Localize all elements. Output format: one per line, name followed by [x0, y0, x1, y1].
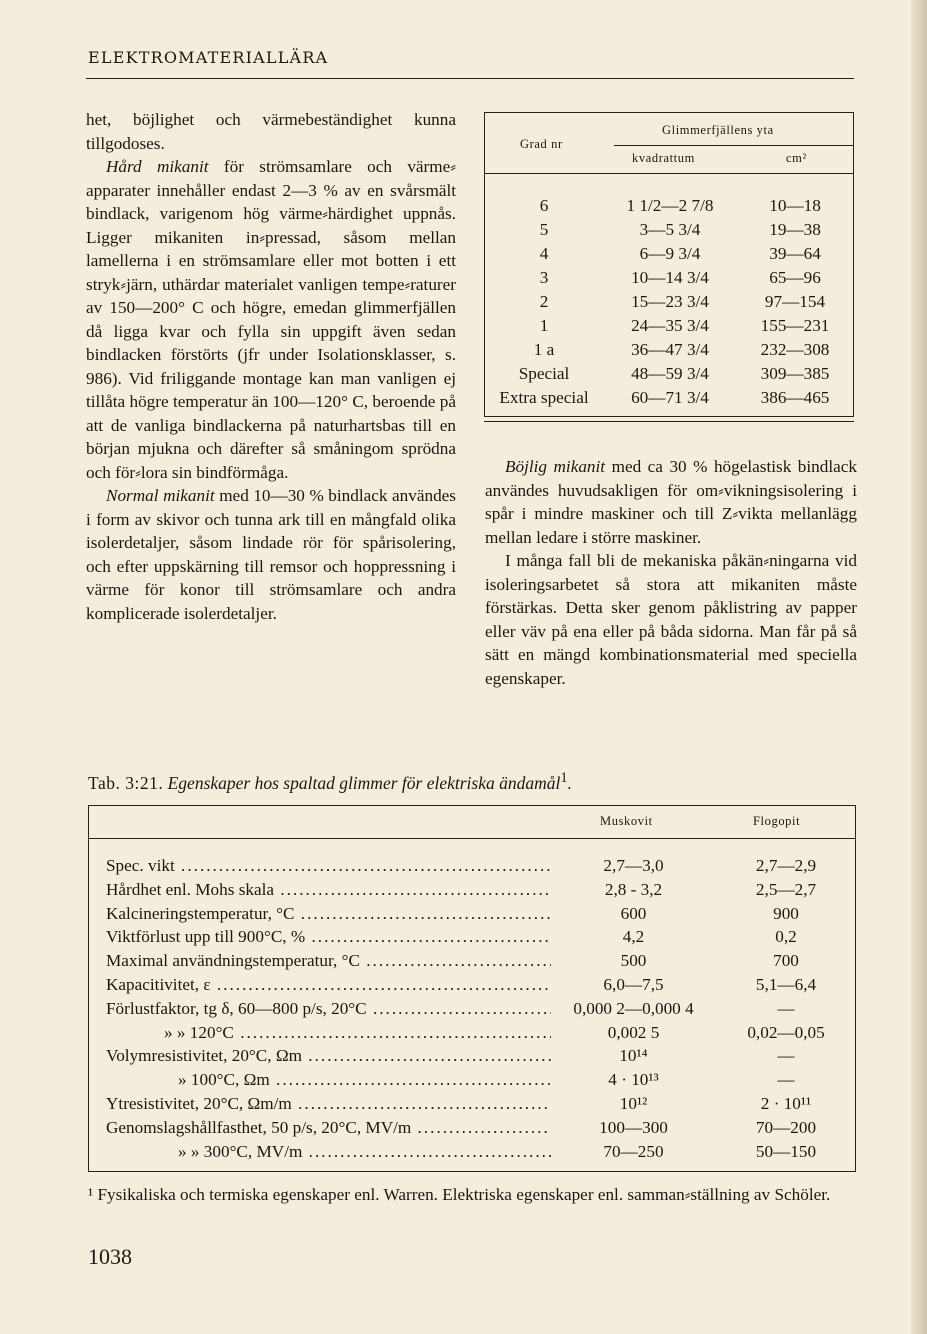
grade-row [484, 194, 854, 218]
flogopit-value: — [777, 998, 795, 1018]
grade-cell: 6 [539, 196, 549, 215]
sqin-col-header: kvadrattum [632, 151, 695, 165]
cm-cell: 65—96 [769, 268, 821, 287]
cm-cell: 155—231 [760, 316, 830, 335]
term-hard-mikanit: Hård mikanit [106, 157, 209, 176]
cm-cell: 386—465 [760, 388, 830, 407]
sqin-cell: 6—9 3/4 [639, 244, 701, 263]
property-row [88, 1070, 856, 1094]
grade-row [484, 266, 854, 290]
sqin-cell: 10—14 3/4 [631, 268, 709, 287]
property-row [88, 927, 856, 951]
muskovit-value: 500 [620, 951, 647, 971]
property-name: Kalcineringstemperatur, °C ..... [106, 904, 551, 924]
muskovit-value: 6,0—7,5 [603, 974, 664, 994]
property-name: Maximal användningstemperatur, °C ..... [106, 951, 551, 971]
cm-cell: 19—38 [769, 220, 821, 239]
flogopit-value: 2,5—2,7 [755, 879, 817, 899]
cm-cell: 97—154 [764, 292, 826, 311]
grade-row [484, 314, 854, 338]
grade-cell: 5 [539, 220, 549, 239]
properties-rows [88, 856, 856, 1165]
grade-table-header [484, 113, 854, 174]
property-name: Genomslagshållfasthet, 50 p/s, 20°C, MV/m ..... [106, 1118, 551, 1138]
property-name: Viktförlust upp till 900°C, % ..... [106, 927, 551, 947]
flogopit-value: — [777, 1070, 795, 1090]
sqin-cell: 36—47 3/4 [631, 340, 709, 359]
grade-cell: 2 [539, 292, 549, 311]
cm-cell: 232—308 [760, 340, 830, 359]
flogopit-value: 2,7—2,9 [755, 856, 817, 875]
muskovit-value: 10¹² [619, 1093, 648, 1113]
flogopit-value: 700 [773, 951, 799, 971]
running-head: ELEKTROMATERIALLÄRA [88, 48, 329, 67]
muskovit-value: 4,2 [622, 927, 645, 947]
flogopit-value: 50—150 [755, 1141, 817, 1161]
cm-col-header: cm² [786, 151, 807, 165]
grade-table [484, 112, 854, 417]
grade-cell: 1 [539, 316, 549, 335]
property-row [88, 999, 856, 1023]
property-name: Volymresistivitet, 20°C, Ωm ..... [106, 1046, 551, 1066]
page-number: 1038 [88, 1244, 132, 1269]
grade-col-header: Grad nr [520, 137, 563, 151]
grade-row [484, 362, 854, 386]
right-paragraph-2: I många fall bli de mekaniska påkän⸗ningarna vid isoleringsarbetet så stora att mikaniten måste förstärkas. Detta sker genom påklistring av papper eller väv på ena eller på båda sidorna. Man får på så sätt en mängd kombinationsmaterial med speciella egenskaper. [485, 551, 857, 688]
footnote: ¹ Fysikaliska och termiska egenskaper enl. Warren. Elektriska egenskaper enl. samman⸗ställning av Schöler. [88, 1185, 831, 1204]
muskovit-value: 0,002 5 [607, 1022, 660, 1042]
flogopit-value: 70—200 [755, 1117, 817, 1137]
grade-table-body [484, 174, 854, 416]
grade-table-bottom-rule [484, 421, 854, 422]
property-row [88, 975, 856, 999]
muskovit-value: 100—300 [599, 1117, 668, 1137]
term-bojlig-mikanit: Böjlig mikanit [505, 457, 606, 476]
grade-row [484, 218, 854, 242]
muskovit-value: 70—250 [603, 1141, 664, 1161]
muskovit-value: 4 · 10¹³ [608, 1070, 659, 1090]
right-paragraph-1 [485, 455, 857, 549]
muskovit-value: 10¹⁴ [619, 1046, 648, 1066]
muskovit-value: 0,000 2—0,000 4 [573, 998, 694, 1018]
flogopit-value: — [777, 1046, 795, 1066]
muskovit-value: 2,8 - 3,2 [604, 879, 663, 899]
muskovit-value: 2,7—3,0 [603, 856, 664, 875]
property-row [88, 1142, 856, 1166]
caption-end: . [567, 772, 573, 793]
property-name: Hårdhet enl. Mohs skala ..... [106, 880, 551, 900]
area-col-header: Glimmerfjällens yta [662, 123, 774, 137]
property-name: » » 300°C, MV/m ..... [178, 1142, 551, 1162]
right-paragraph-1-text: med ca 30 % högelastisk bindlack användes huvudsakligen för om⸗vikningsisolering i spår i mindre maskiner och till Z⸗vikta mellanlägg mellan ledare i större maskiner. [485, 457, 857, 547]
property-row [88, 951, 856, 975]
flogopit-value: 900 [773, 903, 799, 923]
property-name: Förlustfaktor, tg δ, 60—800 p/s, 20°C ..... [106, 999, 551, 1019]
property-row [88, 856, 856, 880]
left-paragraph-2-text: för strömsamlare och värme⸗apparater innehåller endast 2—3 % av en svårsmält bindlack, varigenom hög värme⸗härdighet uppnås. Ligger mikaniten in⸗pressad, såsom mellan lamellerna i en strömsamlare eller mot botten i ett stryk⸗järn, uthärdar materialet vanligen tempe⸗raturer av 150—200° C och högre, emedan glimmerfjällen då ligga kvar och fylla sin uppgift även sedan bindlacken förstörts (jfr under Isolationsklasser, s. 986). Vid friliggande montage kan man vanligen ej tillåta högre temperatur än 100—120° C, beroende på att de vanliga bindlackerna på naturhartsbas till en början mjukna och därefter så småningom sprödna och för⸗lora sin bindförmåga. [86, 157, 456, 482]
caption-label: Tab. 3:21. [88, 772, 164, 793]
property-row [88, 904, 856, 928]
cm-cell: 309—385 [760, 364, 830, 383]
cm-cell: 39—64 [769, 244, 821, 263]
grade-row [484, 242, 854, 266]
sqin-cell: 3—5 3/4 [639, 220, 701, 239]
grade-cell: 4 [539, 244, 549, 263]
property-name: Ytresistivitet, 20°C, Ωm/m ..... [106, 1094, 551, 1114]
right-column [485, 455, 857, 690]
left-paragraph-3-text: med 10—30 % bindlack användes i form av skivor och tunna ark till en mångfald olika isolerdetaljer, såsom lindade rör för spårisolering, och efter uppskärning till remsor och hoppressning i värme för konor till strömsamlare och andra komplicerade isolerdetaljer. [86, 486, 456, 623]
property-name: » » 120°C ..... [164, 1023, 551, 1043]
grade-cell: Extra special [499, 388, 589, 407]
sqin-cell: 60—71 3/4 [631, 388, 709, 407]
property-row [88, 1118, 856, 1142]
muskovit-value: 600 [620, 903, 647, 923]
scan-edge [911, 0, 927, 1334]
sqin-cell: 1 1/2—2 7/8 [626, 196, 714, 215]
cm-cell: 10—18 [769, 196, 821, 215]
flogopit-value: 2 · 10¹¹ [760, 1093, 812, 1113]
sqin-cell: 24—35 3/4 [631, 316, 709, 335]
flogopit-value: 0,02—0,05 [747, 1022, 825, 1042]
property-row [88, 880, 856, 904]
left-paragraph-2 [86, 155, 456, 484]
flogopit-value: 5,1—6,4 [755, 974, 817, 994]
grade-row [484, 386, 854, 410]
grade-cell: 3 [539, 268, 549, 287]
property-row [88, 1046, 856, 1070]
property-row [88, 1023, 856, 1047]
flogopit-col-header: Flogopit [753, 814, 801, 828]
property-name: » 100°C, Ωm ..... [178, 1070, 551, 1090]
muskovit-col-header: Muskovit [600, 814, 653, 828]
property-name: Spec. vikt ..... [106, 856, 551, 876]
grade-cell: Special [518, 364, 570, 383]
grade-cell: 1 a [533, 340, 555, 359]
grade-row [484, 338, 854, 362]
flogopit-value: 0,2 [775, 927, 797, 947]
header-rule [86, 78, 854, 79]
table-caption [88, 770, 572, 794]
property-row [88, 1094, 856, 1118]
caption-title: Egenskaper hos spaltad glimmer för elektriska ändamål [167, 772, 561, 793]
properties-table [88, 805, 856, 1172]
left-paragraph-3 [86, 484, 456, 625]
caption-footnote-mark: 1 [560, 770, 568, 786]
sqin-cell: 15—23 3/4 [631, 292, 709, 311]
property-name: Kapacitivitet, ε ..... [106, 975, 551, 995]
term-normal-mikanit: Normal mikanit [106, 486, 215, 505]
left-paragraph-1: het, böjlighet och värmebeständighet kunna tillgodoses. [86, 110, 456, 153]
grade-row [484, 290, 854, 314]
left-column [86, 108, 456, 625]
sqin-cell: 48—59 3/4 [631, 364, 709, 383]
